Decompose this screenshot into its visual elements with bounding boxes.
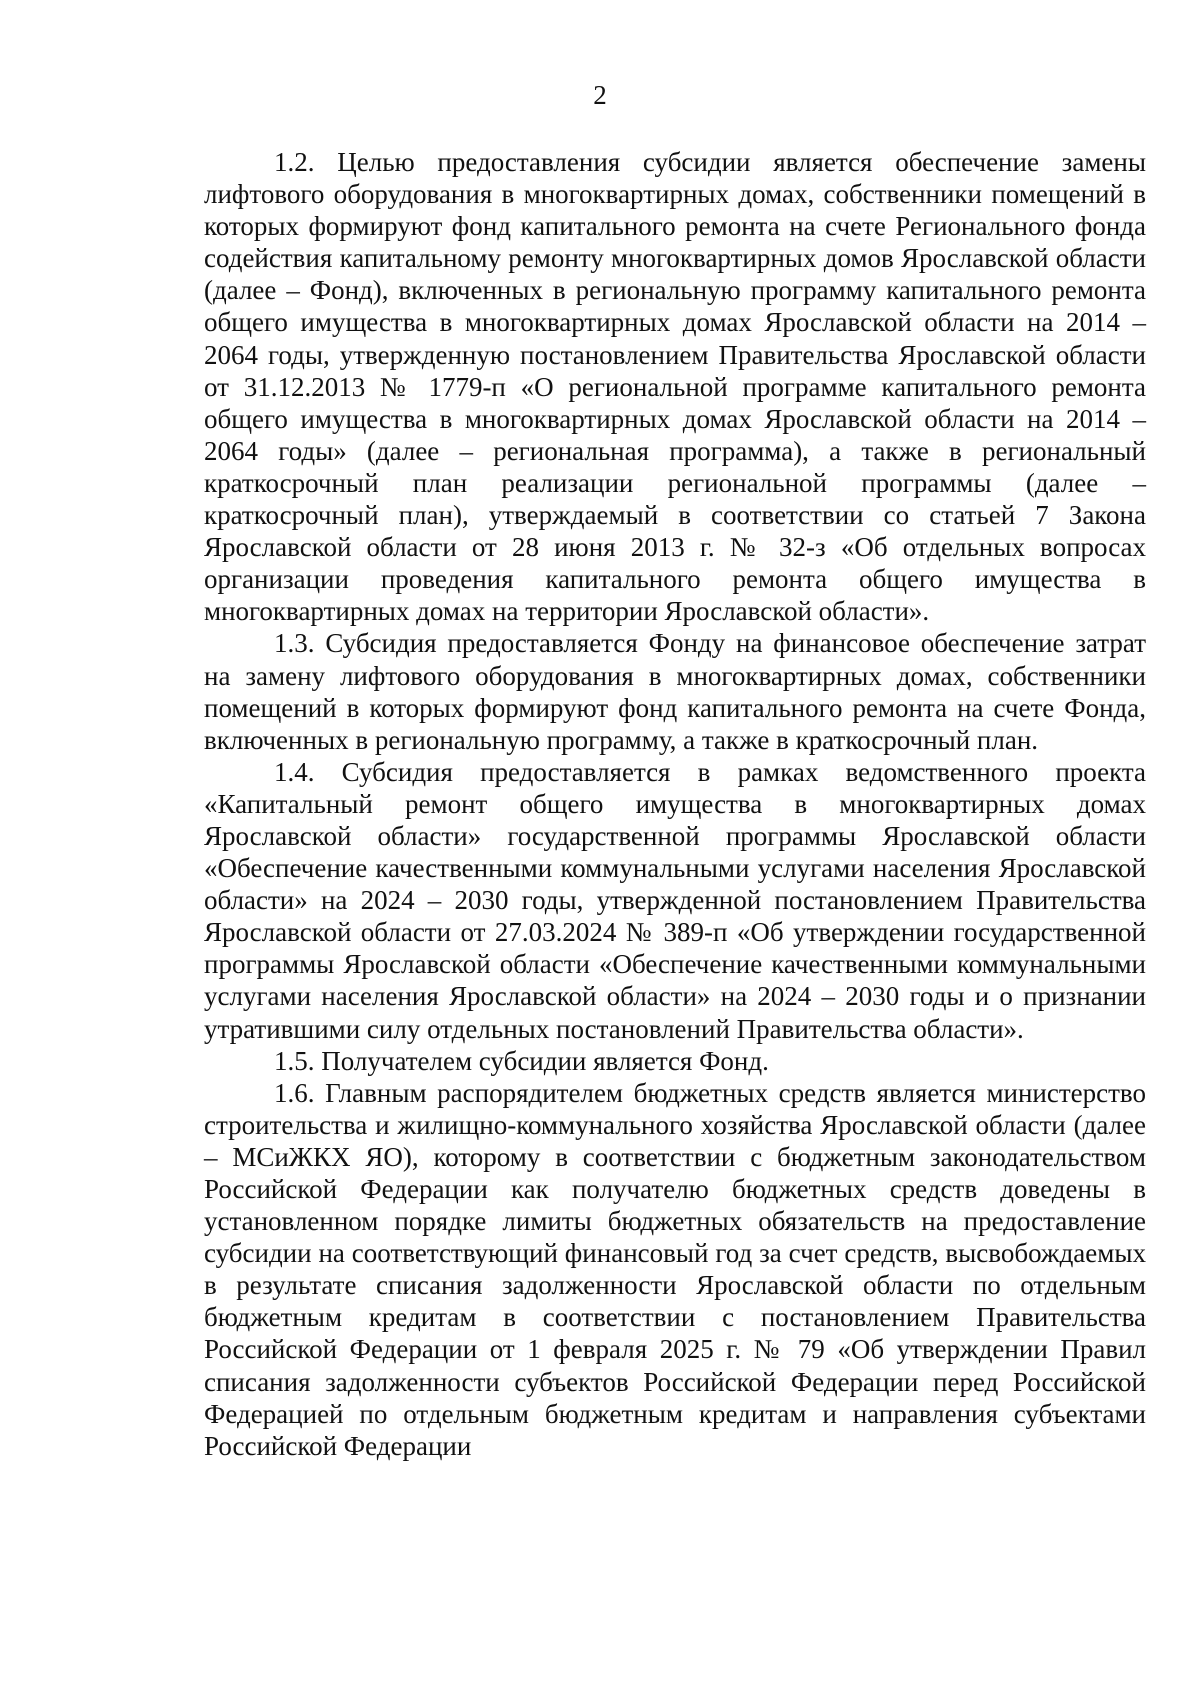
paragraph-1-5: 1.5. Получателем субсидии является Фонд. [274,1045,769,1076]
paragraph-1-2: 1.2. Целью предоставления субсидии является обеспечение замены лифтового оборудования в многоквартирных домах, собственники помещений в которых формируют фонд капитального ремонта на счете Регионального фонда содействия капитальному ремонту многоквартирных домов Ярославской области (далее – Фонд), включенных в региональную программу капитального ремонта общего имущества в многоквартирных домах Ярославской области на 2014 – 2064 годы, утвержденную постановлением Правительства Ярославской области от 31.12.2013 № 1779-п «О региональной программе капитального ремонта общего имущества в многоквартирных домах Ярославской области на 2014 – 2064 годы» (далее – региональная программа), а также в региональный краткосрочный план реализации региональной программы (далее – краткосрочный план), утверждаемый в соответствии со статьей 7 Закона Ярославской области от 28 июня 2013 г. № 32-з «Об отдельных вопросах организации проведения капитального ремонта общего имущества в многоквартирных домах на территории Ярославской области». [204,147,1146,627]
page-number: 2 [593,80,607,110]
paragraph-1-3: 1.3. Субсидия предоставляется Фонду на финансовое обеспечение затрат на замену лифтового оборудования в многоквартирных домах, собственники помещений в которых формируют фонд капитального ремонта на счете Фонда, включенных в региональную программу, а также в краткосрочный план. [204,628,1146,755]
paragraph-1-6: 1.6. Главным распорядителем бюджетных средств является министерство строительства и жилищно-коммунального хозяйства Ярославской области (далее – МСиЖКХ ЯО), которому в соответствии с бюджетным законодательством Российской Федерации как получателю бюджетных средств доведены в установленном порядке лимиты бюджетных обязательств на предоставление субсидии на соответствующий финансовый год за счет средств, высвобождаемых в результате списания задолженности Ярославской области по отдельным бюджетным кредитам в соответствии с постановлением Правительства Российской Федерации от 1 февраля 2025 г. № 79 «Об утверждении Правил списания задолженности субъектов Российской Федерации перед Российской Федерацией по отдельным бюджетным кредитам и направления субъектами Российской Федерации [204,1077,1146,1461]
document-body [204,146,1146,1462]
paragraph-1-4: 1.4. Субсидия предоставляется в рамках ведомственного проекта «Капитальный ремонт общего имущества в многоквартирных домах Ярославской области» государственной программы Ярославской области «Обеспечение качественными коммунальными услугами населения Ярославской области» на 2024 – 2030 годы, утвержденной постановлением Правительства Ярославской области от 27.03.2024 № 389-п «Об утверждении государственной программы Ярославской области «Обеспечение качественными коммунальными услугами населения Ярославской области» на 2024 – 2030 годы и о признании утратившими силу отдельных постановлений Правительства области». [204,756,1146,1044]
